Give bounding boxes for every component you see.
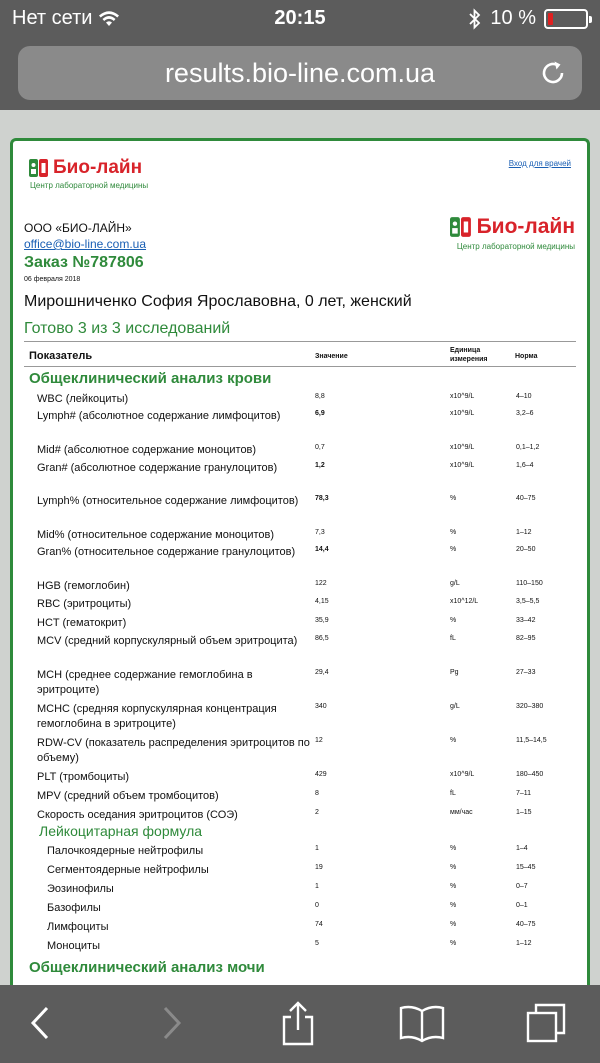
row-name: Сегментоядерные нейтрофилы	[47, 864, 209, 876]
row-unit: %	[450, 546, 457, 553]
bookmarks-button[interactable]	[398, 999, 446, 1047]
order-date: 06 февраля 2018	[24, 276, 81, 283]
row-norm: 1–15	[516, 809, 532, 816]
row-name: MCHC (средняя корпускулярная концентрация гемоглобина в эритроците)	[37, 703, 277, 730]
row-value: 0,7	[315, 444, 325, 451]
book-icon	[398, 1003, 446, 1043]
row-norm: 0,1–1,2	[516, 444, 540, 451]
row-value: 8	[315, 790, 319, 797]
row-norm: 3,2–6	[516, 410, 534, 417]
row-value: 340	[315, 703, 327, 710]
forward-button[interactable]	[148, 999, 196, 1047]
row-value: 78,3	[315, 495, 329, 502]
tabs-icon	[524, 1001, 568, 1045]
row-name: MCH (среднее содержание гемоглобина в эритроците)	[37, 669, 253, 696]
row-unit: x10^12/L	[450, 598, 479, 605]
url-text[interactable]: results.bio-line.com.ua	[164, 58, 436, 88]
row-unit: x10^9/L	[450, 771, 475, 778]
row-norm: 4–10	[516, 393, 532, 400]
row-value: 5	[315, 940, 319, 947]
row-name: Эозинофилы	[47, 883, 114, 895]
col-unit-header-line1: Единица	[450, 347, 481, 354]
row-value: 1,2	[315, 462, 325, 469]
subsection-leukocyte-title: Лейкоцитарная формула	[39, 823, 203, 839]
row-unit: %	[450, 845, 457, 852]
row-name: Лимфоциты	[47, 921, 109, 933]
order-number: Заказ №787806	[24, 254, 144, 271]
tabs-button[interactable]	[522, 999, 570, 1047]
row-name: Mid% (относительное содержание моноцитов)	[37, 529, 275, 541]
row-value: 2	[315, 809, 319, 816]
row-name: MPV (средний объем тромбоцитов)	[37, 790, 219, 802]
row-name: HCT (гематокрит)	[37, 617, 127, 629]
share-button[interactable]	[274, 999, 322, 1047]
row-unit: мм/час	[450, 809, 473, 816]
row-unit: x10^9/L	[450, 444, 475, 451]
row-unit: %	[450, 940, 457, 947]
row-name: Палочкоядерные нейтрофилы	[47, 845, 204, 857]
row-unit: x10^9/L	[450, 393, 475, 400]
row-name: Базофилы	[47, 902, 101, 914]
row-value: 74	[315, 921, 323, 928]
row-name: PLT (тромбоциты)	[37, 771, 130, 783]
logo-subtitle: Центр лабораторной медицины	[456, 242, 575, 251]
row-name: HGB (гемоглобин)	[37, 580, 130, 592]
section-urine-title: Общеклинический анализ мочи	[29, 959, 265, 976]
row-norm: 20–50	[516, 546, 536, 553]
battery-icon	[544, 9, 588, 29]
row-norm: 11,5–14,5	[516, 737, 547, 744]
row-name: Скорость оседания эритроцитов (СОЭ)	[37, 809, 238, 821]
row-norm: 27–33	[516, 669, 536, 676]
row-norm: 33–42	[516, 617, 536, 624]
bio-line-logo-secondary	[449, 215, 575, 251]
row-name: Lymph% (относительное содержание лимфоцитов)	[37, 495, 299, 507]
doctor-login-link[interactable]: Вход для врачей	[508, 159, 571, 168]
patient-info: Мирошниченко София Ярославовна, 0 лет, женский	[24, 293, 412, 310]
logo-mark-icon	[449, 216, 473, 238]
row-name: Моноциты	[47, 940, 100, 952]
row-value: 35,9	[315, 617, 329, 624]
row-value: 86,5	[315, 635, 329, 642]
bio-line-logo[interactable]	[29, 157, 149, 190]
row-name: WBC (лейкоциты)	[37, 393, 129, 405]
row-unit: Pg	[450, 669, 459, 676]
org-name: ООО «БИО-ЛАЙН»	[24, 221, 132, 235]
row-norm: 110–150	[516, 580, 543, 587]
status-bar	[0, 0, 600, 38]
row-unit: %	[450, 883, 457, 890]
col-value-header: Значение	[315, 353, 348, 360]
back-button[interactable]	[16, 999, 64, 1047]
row-name: RBC (эритроциты)	[37, 598, 132, 610]
browser-chrome	[0, 38, 600, 110]
row-unit: x10^9/L	[450, 462, 475, 469]
row-norm: 40–75	[516, 921, 536, 928]
row-value: 7,3	[315, 529, 325, 536]
ready-status: Готово 3 из 3 исследований	[24, 320, 231, 337]
row-unit: %	[450, 921, 457, 928]
row-value: 6,9	[315, 410, 325, 417]
org-email-link[interactable]: office@bio-line.com.ua	[24, 237, 147, 251]
row-norm: 1–12	[516, 940, 532, 947]
table-header	[24, 341, 576, 367]
row-norm: 1,6–4	[516, 462, 534, 469]
row-value: 1	[315, 883, 319, 890]
chevron-left-icon	[28, 1005, 52, 1041]
row-name: Gran# (абсолютное содержание гранулоцитов)	[37, 462, 278, 474]
row-norm: 3,5–5,5	[516, 598, 540, 605]
clock: 20:15	[274, 7, 326, 29]
row-value: 14,4	[315, 546, 329, 553]
row-name: RDW-CV (показатель распределения эритроцитов по объему)	[37, 737, 310, 764]
row-name: Gran% (относительное содержание гранулоцитов)	[37, 546, 296, 558]
col-unit-header	[450, 346, 487, 364]
chevron-right-icon	[160, 1005, 184, 1041]
row-name: Mid# (абсолютное содержание моноцитов)	[37, 444, 257, 456]
row-unit: %	[450, 864, 457, 871]
battery-percent: 10 %	[490, 7, 536, 29]
row-unit: %	[450, 902, 457, 909]
logo-brand: Био-лайн	[53, 157, 143, 178]
row-value: 12	[315, 737, 323, 744]
row-value: 122	[315, 580, 327, 587]
col-name-header: Показатель	[29, 350, 93, 362]
row-norm: 180–450	[516, 771, 544, 778]
row-unit: x10^9/L	[450, 410, 475, 417]
row-unit: %	[450, 529, 457, 536]
row-value: 8,8	[315, 393, 325, 400]
logo-mark-icon	[29, 158, 49, 178]
row-value: 4,15	[315, 598, 329, 605]
row-unit: g/L	[450, 580, 460, 587]
row-unit: fL	[450, 635, 456, 642]
row-norm: 0–7	[516, 883, 528, 890]
row-unit: g/L	[450, 703, 460, 710]
row-value: 1	[315, 845, 319, 852]
row-norm: 320–380	[516, 703, 544, 710]
row-norm: 15–45	[516, 864, 536, 871]
reload-icon[interactable]	[538, 58, 568, 88]
col-unit-header-line2: измерения	[450, 356, 488, 363]
bluetooth-icon	[468, 8, 482, 30]
row-value: 0	[315, 902, 319, 909]
row-norm: 7–11	[516, 790, 532, 797]
row-norm: 0–1	[516, 902, 528, 909]
browser-toolbar	[0, 985, 600, 1063]
row-unit: %	[450, 737, 457, 744]
row-value: 429	[315, 771, 327, 778]
row-value: 19	[315, 864, 323, 871]
row-value: 29,4	[315, 669, 329, 676]
row-norm: 82–95	[516, 635, 536, 642]
row-unit: %	[450, 495, 457, 502]
logo-subtitle: Центр лабораторной медицины	[30, 181, 149, 190]
row-norm: 1–4	[516, 845, 528, 852]
row-name: Lymph# (абсолютное содержание лимфоцитов)	[37, 410, 281, 422]
results-document	[10, 138, 590, 988]
status-right	[468, 7, 588, 30]
row-norm: 40–75	[516, 495, 536, 502]
row-name: MCV (средний корпускулярный объем эритроцита)	[37, 635, 298, 647]
col-norm-header: Норма	[515, 353, 538, 360]
share-icon	[280, 1000, 316, 1046]
address-bar[interactable]	[18, 46, 582, 100]
logo-brand: Био-лайн	[476, 215, 575, 238]
section-blood-title: Общеклинический анализ крови	[29, 370, 272, 387]
row-norm: 1–12	[516, 529, 532, 536]
row-unit: fL	[450, 790, 456, 797]
carrier-label: Нет сети	[12, 7, 93, 29]
row-unit: %	[450, 617, 457, 624]
